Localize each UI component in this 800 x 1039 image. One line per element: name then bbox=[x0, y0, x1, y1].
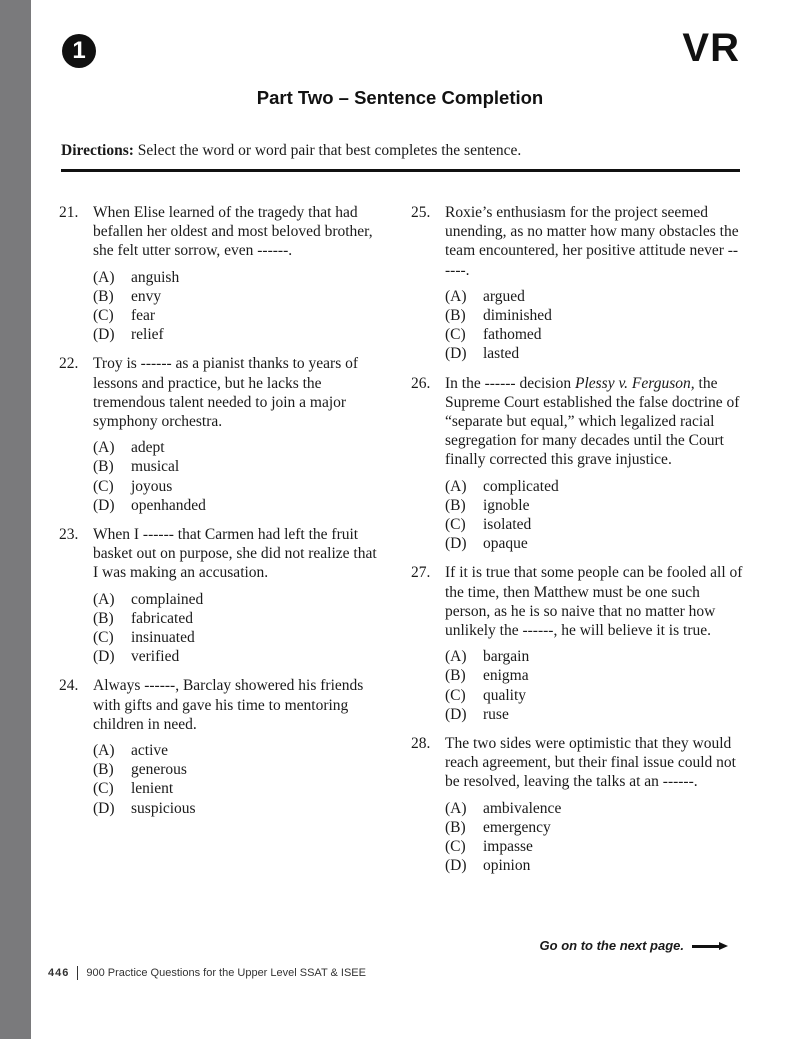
question-text: When Elise learned of the tragedy that had befallen her oldest and most beloved brother, she felt utter sorrow, even ------. bbox=[93, 204, 373, 260]
section-tag: VR bbox=[682, 26, 740, 70]
answer-choices bbox=[445, 287, 743, 364]
choice[interactable]: (B) ignoble bbox=[445, 496, 530, 514]
answer-choices bbox=[445, 647, 743, 724]
choice[interactable]: (A) complained bbox=[93, 590, 204, 608]
question-text: When I ------ that Carmen had left the fruit basket out on purpose, she did not realize that I was making an accusation. bbox=[93, 526, 377, 582]
question-26 bbox=[411, 374, 743, 554]
question-number: 26. bbox=[411, 374, 431, 392]
right-column bbox=[411, 203, 743, 886]
page-number: 446 bbox=[48, 967, 70, 979]
choice[interactable]: (D) ruse bbox=[445, 705, 509, 723]
question-22 bbox=[59, 354, 384, 515]
question-text: In the ------ decision Plessy v. Ferguson, the Supreme Court established the false doctrine of “separate but equal,” which legalized racial segregation for many decades until the Court finally corrected this grave injustice. bbox=[445, 374, 740, 469]
question-text: Always ------, Barclay showered his friends with gifts and gave his time to mentoring children in need. bbox=[93, 677, 364, 733]
choice[interactable]: (C) quality bbox=[445, 686, 527, 704]
question-number: 28. bbox=[411, 735, 431, 753]
choice[interactable]: (C) fathomed bbox=[445, 326, 542, 344]
choice[interactable]: (A) ambivalence bbox=[445, 799, 562, 817]
choice[interactable]: (A) complicated bbox=[445, 477, 559, 495]
question-text: If it is true that some people can be fooled all of the time, then Matthew must be one such person, as he is so naive that no matter how unlikely the ------, he will believe it is true. bbox=[445, 564, 743, 640]
question-25 bbox=[411, 203, 743, 364]
choice[interactable]: (B) generous bbox=[93, 761, 187, 779]
choice[interactable]: (B) diminished bbox=[445, 307, 552, 325]
choice[interactable]: (B) emergency bbox=[445, 818, 551, 836]
choice[interactable]: (B) musical bbox=[93, 458, 180, 476]
next-page-note bbox=[540, 938, 728, 953]
arrow-right-icon bbox=[692, 942, 728, 950]
question-24 bbox=[59, 676, 384, 817]
choice[interactable]: (D) verified bbox=[93, 648, 180, 666]
page-title: Part Two – Sentence Completion bbox=[256, 87, 544, 108]
choice[interactable]: (D) lasted bbox=[445, 345, 520, 363]
question-text: Roxie’s enthusiasm for the project seemed unending, as no matter how many obstacles the team encountered, her positive attitude never ------. bbox=[445, 204, 739, 279]
choice[interactable]: (A) adept bbox=[93, 439, 165, 457]
question-text: Troy is ------ as a pianist thanks to years of lessons and practice, but he lacks the tremendous talent needed to join a major symphony orchestra. bbox=[93, 355, 359, 431]
choice[interactable]: (B) envy bbox=[93, 287, 162, 305]
book-title: 900 Practice Questions for the Upper Level SSAT & ISEE bbox=[86, 967, 366, 979]
question-number: 24. bbox=[59, 677, 79, 695]
side-tab-bar bbox=[0, 0, 31, 1039]
question-27 bbox=[411, 563, 743, 724]
choice[interactable]: (A) active bbox=[93, 742, 169, 760]
answer-choices bbox=[93, 590, 384, 667]
question-number: 21. bbox=[59, 204, 79, 221]
question-23 bbox=[59, 525, 384, 666]
answer-choices bbox=[445, 477, 743, 554]
directions-text: Select the word or word pair that best completes the sentence. bbox=[137, 142, 522, 159]
question-number: 25. bbox=[411, 204, 431, 221]
page-footer bbox=[48, 966, 366, 980]
question-text: The two sides were optimistic that they would reach agreement, but their final issue could not be resolved, leaving the talks at an ------. bbox=[445, 735, 736, 791]
choice[interactable]: (B) enigma bbox=[445, 667, 529, 685]
left-column bbox=[59, 203, 384, 828]
choice[interactable]: (A) argued bbox=[445, 287, 525, 305]
answer-choices bbox=[93, 438, 384, 515]
question-21 bbox=[59, 203, 384, 344]
choice[interactable]: (D) opaque bbox=[445, 535, 528, 553]
choice[interactable]: (B) fabricated bbox=[93, 609, 193, 627]
answer-choices bbox=[93, 268, 384, 345]
question-28 bbox=[411, 734, 743, 875]
choice[interactable]: (D) opinion bbox=[445, 857, 531, 875]
directions-label: Directions: bbox=[61, 142, 134, 159]
question-number: 23. bbox=[59, 526, 79, 544]
choice[interactable]: (D) openhanded bbox=[93, 496, 206, 514]
answer-choices bbox=[445, 799, 743, 876]
choice[interactable]: (C) impasse bbox=[445, 838, 533, 856]
choice[interactable]: (D) relief bbox=[93, 326, 164, 344]
choice[interactable]: (A) bargain bbox=[445, 648, 530, 666]
case-name: Plessy v. Ferguson, bbox=[574, 374, 695, 392]
choice[interactable]: (C) lenient bbox=[93, 780, 174, 798]
choice[interactable]: (C) fear bbox=[93, 307, 156, 325]
choice[interactable]: (D) suspicious bbox=[93, 799, 196, 817]
footer-separator bbox=[77, 966, 78, 980]
next-page-text: Go on to the next page. bbox=[539, 938, 684, 953]
answer-choices bbox=[93, 741, 384, 818]
choice[interactable]: (C) isolated bbox=[445, 516, 532, 534]
choice[interactable]: (C) insinuated bbox=[93, 629, 195, 647]
choice[interactable]: (A) anguish bbox=[93, 268, 180, 286]
divider bbox=[61, 169, 740, 172]
question-number: 22. bbox=[59, 355, 79, 373]
question-number: 27. bbox=[411, 564, 431, 582]
choice[interactable]: (C) joyous bbox=[93, 477, 173, 495]
directions bbox=[61, 142, 521, 160]
section-number-badge: 1 bbox=[62, 34, 96, 68]
